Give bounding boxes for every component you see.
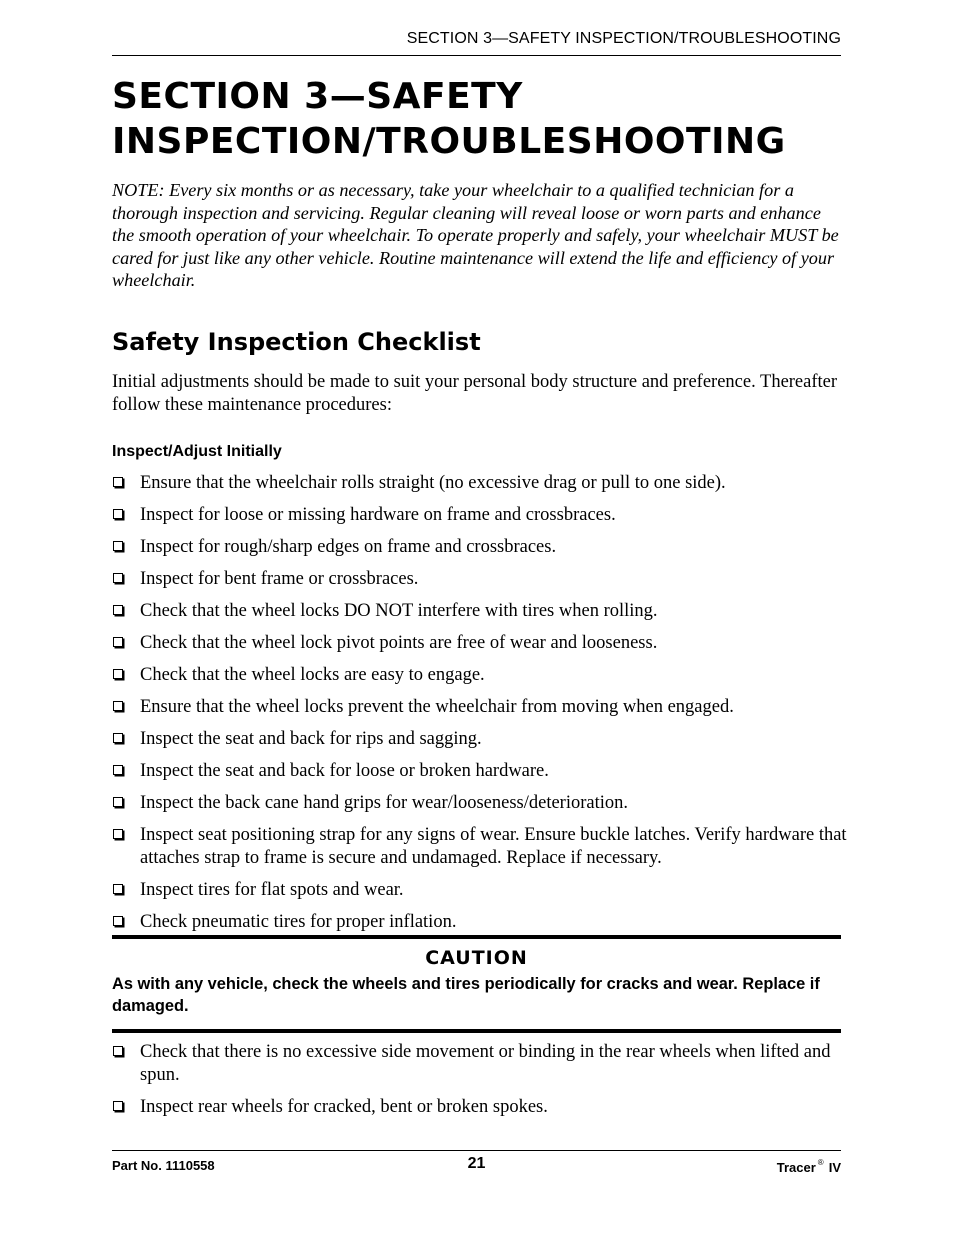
checkbox-icon[interactable] [113, 797, 123, 807]
checklist-item [112, 696, 847, 719]
checkbox-icon[interactable] [113, 884, 123, 894]
footer-rule [112, 1150, 841, 1151]
checklist-after-caution [112, 1041, 847, 1128]
checkbox-icon[interactable] [113, 605, 123, 615]
checklist-item-label: Check pneumatic tires for proper inflation. [140, 911, 457, 932]
checklist-item-label: Check that the wheel locks DO NOT interfere with tires when rolling. [140, 601, 658, 621]
caution-top-rule [112, 935, 841, 939]
checklist-item-label: Inspect the seat and back for rips and sagging. [140, 729, 482, 749]
page-number: 21 [467, 1155, 486, 1172]
checklist-item-label: Inspect for loose or missing hardware on frame and crossbraces. [140, 505, 616, 525]
running-header: SECTION 3—SAFETY INSPECTION/TROUBLESHOOTING [406, 30, 841, 47]
checklist-item [112, 760, 847, 783]
checklist-item [112, 879, 847, 902]
checklist-item [112, 472, 847, 495]
checklist-item-label: Check that the wheel lock pivot points are free of wear and looseness. [140, 633, 658, 653]
header-rule [112, 55, 841, 56]
checkbox-icon[interactable] [113, 573, 123, 583]
checkbox-icon[interactable] [113, 637, 123, 647]
checklist-item [112, 1096, 847, 1119]
caution-text: As with any vehicle, check the wheels and tires periodically for cracks and wear. Replace if damaged. [112, 975, 820, 1015]
checklist-item-label: Inspect the back cane hand grips for wear/looseness/deterioration. [140, 793, 629, 813]
checklist-item-label: Inspect for rough/sharp edges on frame and crossbraces. [140, 537, 557, 557]
checklist-intro: Initial adjustments should be made to suit your personal body structure and preference. Thereafter follow these maintenance procedures: [112, 372, 838, 415]
checklist-item-label: Check that there is no excessive side movement or binding in the rear wheels when lifted and spun. [140, 1042, 831, 1085]
page-footer [112, 1155, 841, 1177]
product-label [777, 1158, 841, 1175]
checklist-item-label: Ensure that the wheelchair rolls straight (no excessive drag or pull to one side). [140, 473, 726, 493]
checkbox-icon[interactable] [113, 509, 123, 519]
checkbox-icon[interactable] [113, 669, 123, 679]
caution-title: CAUTION [425, 947, 528, 969]
checklist-item-label: Inspect rear wheels for cracked, bent or broken spokes. [140, 1097, 548, 1117]
section-title [112, 74, 852, 164]
checklist-item-label: Inspect for bent frame or crossbraces. [140, 569, 419, 589]
caution-bottom-rule [112, 1029, 841, 1033]
registered-mark: ® [817, 1158, 824, 1167]
checklist-item [112, 911, 847, 934]
product-name: Tracer [776, 1160, 816, 1175]
checklist-item [112, 1041, 847, 1086]
checkbox-icon[interactable] [113, 701, 123, 711]
checkbox-icon[interactable] [113, 765, 123, 775]
checklist-item-label: Ensure that the wheel locks prevent the wheelchair from moving when engaged. [140, 697, 734, 717]
checklist-item [112, 632, 847, 655]
part-number: Part No. 1110558 [112, 1158, 215, 1173]
checklist-item [112, 664, 847, 687]
checkbox-icon[interactable] [113, 829, 123, 839]
group-heading: Inspect/Adjust Initially [112, 443, 282, 460]
checklist-item [112, 536, 847, 559]
checklist-title: Safety Inspection Checklist [112, 328, 481, 356]
product-model: IV [828, 1160, 841, 1175]
checklist-item-label: Inspect the seat and back for loose or broken hardware. [140, 761, 549, 781]
checkbox-icon[interactable] [113, 477, 123, 487]
checklist-item [112, 568, 847, 591]
checkbox-icon[interactable] [113, 733, 123, 743]
checklist-item [112, 504, 847, 527]
checklist-item-label: Inspect seat positioning strap for any signs of wear. Ensure buckle latches. Verify hardware that attaches strap to frame is secure and undamaged. Replace if necessary. [140, 825, 847, 868]
checklist-item-label: Inspect tires for flat spots and wear. [140, 879, 404, 900]
checklist-item [112, 600, 847, 623]
checklist-main [112, 472, 847, 943]
checkbox-icon[interactable] [113, 1046, 123, 1056]
section-title-line1: SECTION 3—SAFETY [112, 76, 523, 117]
checkbox-icon[interactable] [113, 916, 123, 926]
checkbox-icon[interactable] [113, 541, 123, 551]
checklist-item [112, 792, 847, 815]
checkbox-icon[interactable] [113, 1101, 123, 1111]
section-title-line2: INSPECTION/TROUBLESHOOTING [112, 121, 786, 162]
maintenance-note: NOTE: Every six months or as necessary, take your wheelchair to a qualified technician for a thorough inspection and servicing. Regular cleaning will reveal loose or worn parts and enhance the smooth operation of your wheelchair. To operate properly and safely, your wheelchair MUST be cared for just like any other vehicle. Routine maintenance will extend the life and efficiency of your wheelchair. [112, 180, 839, 291]
checklist-item [112, 824, 847, 869]
checklist-item-label: Check that the wheel locks are easy to engage. [140, 665, 485, 685]
checklist-item [112, 728, 847, 751]
